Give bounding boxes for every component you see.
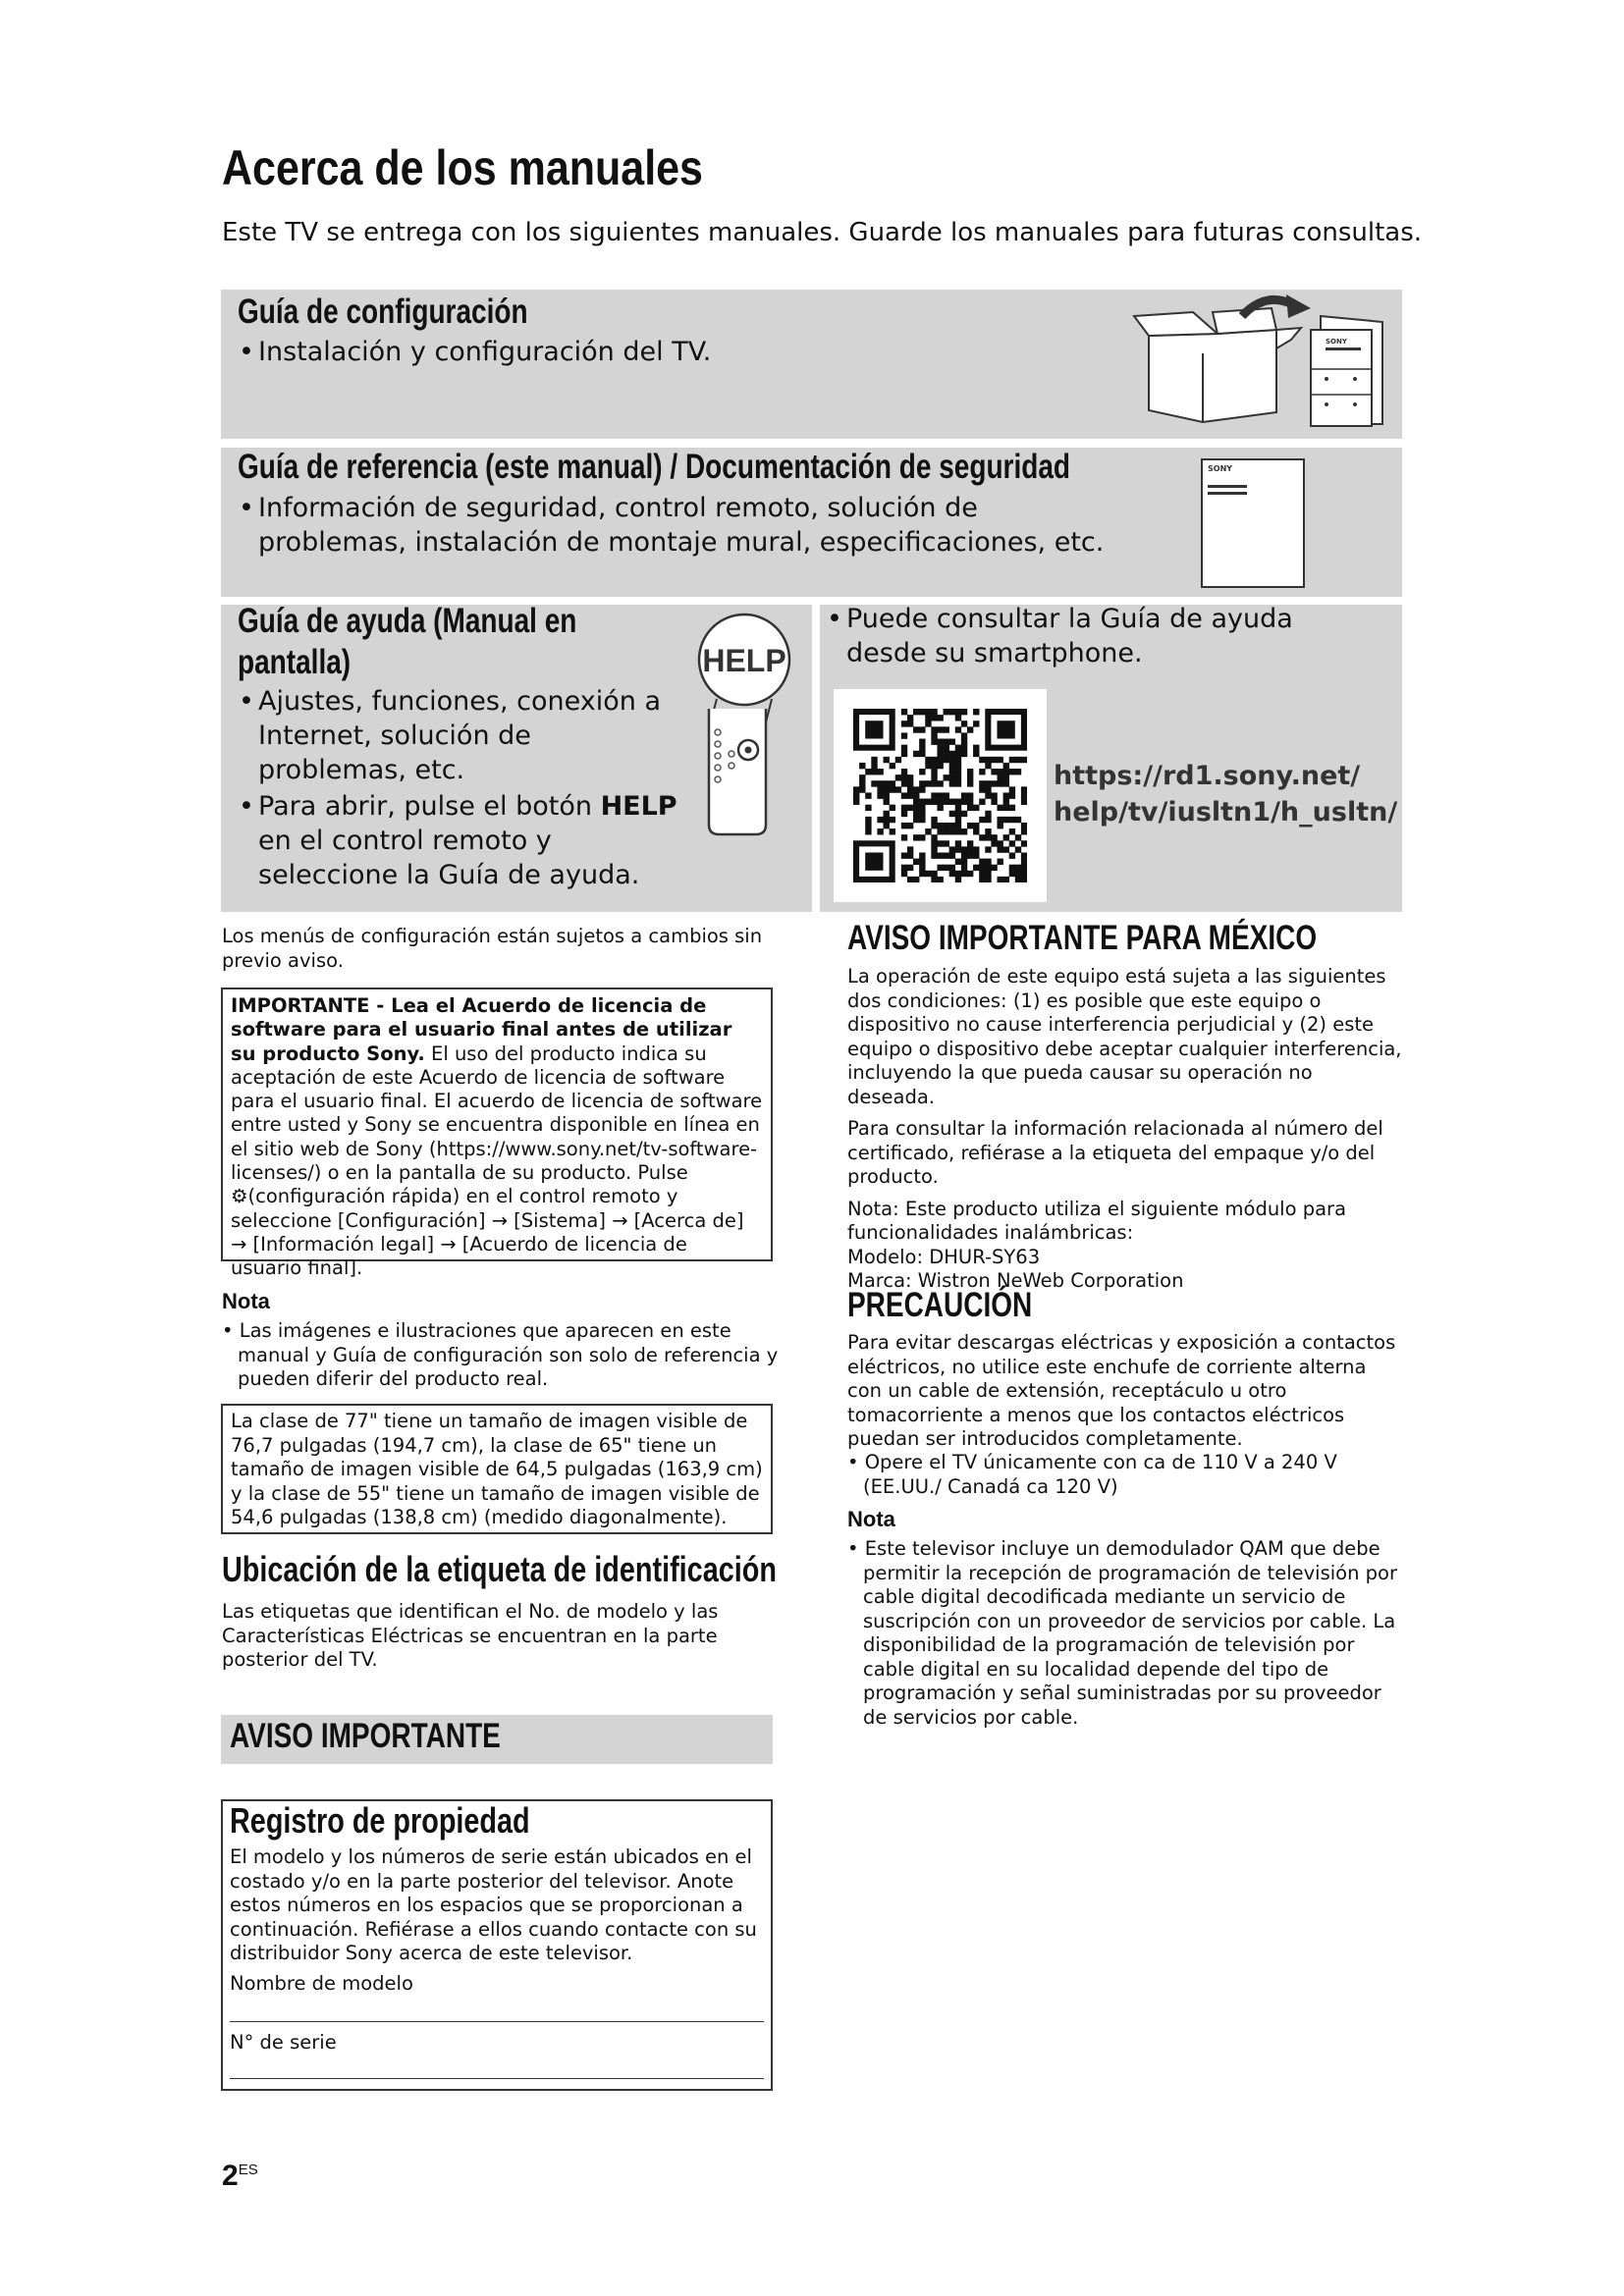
important-license-body-2: (configuración rápida) en el control remoto y seleccione [Configuración] → [Sistema] → [Acerca de] → [Información legal] → [Acuerdo de licencia de usuario final]. [231, 1185, 744, 1280]
ownership-record-text: El modelo y los números de serie están ubicados en el costado y/o en la parte posterior del televisor. Anote estos números en los espacios que se proporcionan a continuación. Refiérase a ellos cuando contacte con su distribuidor Sony acerca de este televisor. [230, 1845, 757, 1964]
ownership-record-title: Registro de propiedad [230, 1800, 530, 1841]
manual-booklet-icon [1200, 455, 1308, 589]
left-note-title: Nota [222, 1289, 270, 1313]
aviso-importante-title: AVISO IMPORTANTE [230, 1717, 501, 1755]
qr-code[interactable] [853, 709, 1027, 882]
page-number: $2^{ES}$ [222, 2160, 258, 2192]
reference-guide-bullet: • Información de seguridad, control remoto, solución de problemas, instalación de montaje mural, especificaciones, etc. [239, 493, 1105, 558]
caution-title: PRECAUCIÓN [847, 1286, 1033, 1324]
remote-help-icon [687, 611, 805, 841]
tv-box-brand: SONY [1326, 338, 1347, 346]
left-note-bullet: • Las imágenes e ilustraciones que aparecen en este manual y Guía de configuración son solo de referencia y pueden diferir del producto real. [222, 1319, 779, 1390]
qr-code-frame [834, 689, 1047, 902]
screen-sizes-text: La clase de 77" tiene un tamaño de imagen visible de 76,7 pulgadas (194,7 cm), la clase de 65" tiene un tamaño de imagen visible de 64,5 pulgadas (163,9 cm) y la clase de 55" tiene un tamaño de imagen visible de 54,6 pulgadas (138,8 cm) (medido diagonalmente). [231, 1410, 763, 1528]
reference-guide-title: Guía de referencia (este manual) / Documentación de seguridad [238, 448, 1071, 486]
label-location-text: Las etiquetas que identifican el No. de modelo y las Características Eléctricas se encuentran en la parte posterior del TV. [222, 1600, 719, 1671]
serial-number-label: N° de serie [230, 2031, 337, 2054]
help-guide-title: Guía de ayuda (Manual en pantalla) [238, 602, 577, 681]
model-name-label: Nombre de modelo [230, 1972, 413, 1995]
gear-icon: ⚙ [231, 1185, 248, 1208]
page-title: Acerca de los manuales [222, 140, 703, 195]
caution-bullet: • Opere el TV únicamente con ca de 110 V a 240 V (EE.UU./ Canadá ca 120 V) [847, 1451, 1337, 1498]
mexico-notice-title: AVISO IMPORTANTE PARA MÉXICO [847, 919, 1318, 957]
intro-text: Este TV se entrega con los siguientes manuales. Guarde los manuales para futuras consultas. [222, 218, 1423, 247]
label-location-title: Ubicación de la etiqueta de identificación [222, 1549, 777, 1589]
help-url[interactable]: https://rd1.sony.net/ help/tv/iusltn1/h_usltn/ [1054, 761, 1398, 828]
important-license-box [221, 988, 773, 1280]
manual-booklet-brand: SONY [1208, 464, 1233, 473]
help-guide-bullet-2: • Para abrir, pulse el botón HELP en el control remoto y seleccione la Guía de ayuda. [239, 791, 677, 890]
caution-text: Para evitar descargas eléctricas y exposición a contactos eléctricos, no utilice este enchufe de corriente alterna con un cable de extensión, receptáculo u otro tomacorriente a menos que los contactos eléctricos puedan ser introducidos completamente. [847, 1331, 1396, 1450]
right-note-bullet: • Este televisor incluye un demodulador QAM que debe permitir la recepción de programación de televisión por cable digital decodificada mediante un servicio de suscripción con un proveedor de servicios por cable. La disponibilidad de la programación de televisión por cable digital en su localidad depende del tipo de programación y señal suministradas por su proveedor de servicios por cable. [847, 1537, 1397, 1729]
tv-box-icon [1129, 294, 1394, 432]
help-guide-bullet-1: • Ajustes, funciones, conexión a Internet, solución de problemas, etc. [239, 686, 661, 785]
setup-guide-bullet: • Instalación y configuración del TV. [239, 337, 712, 367]
serial-number-line[interactable] [230, 2078, 764, 2079]
smartphone-help-bullet: • Puede consultar la Guía de ayuda desde su smartphone. [827, 604, 1293, 668]
right-note-title: Nota [847, 1507, 895, 1531]
screen-sizes-box [221, 1404, 773, 1534]
menus-note: Los menús de configuración están sujetos a cambios sin previo aviso. [222, 925, 763, 972]
help-badge-label: HELP [702, 643, 786, 678]
important-license-heading: IMPORTANTE - Lea el Acuerdo de licencia de software para el usuario final antes de utilizar su producto Sony. [231, 994, 732, 1065]
important-license-body-1: El uso del producto indica su aceptación de este Acuerdo de licencia de software para el usuario final. El acuerdo de licencia de software entre usted y Sony se encuentra disponible en línea en el sitio web de Sony (https://www.sony.net/tv-software-licenses/) o en la pantalla de su producto. Pulse [231, 1041, 763, 1185]
mexico-notice-text: La operación de este equipo está sujeta a las siguientes dos condiciones: (1) es posible que este equipo o dispositivo no cause interferencia perjudicial y (2) este equipo o dispositivo debe aceptar cualquier interferencia, incluyendo la que pueda causar su operación no deseada. Para consultar la información relacionada al número del certificado, refiérase a la etiqueta del empaque y/o del producto. Nota: Este producto utiliza el siguiente módulo para funcionalidades inalámbricas: Modelo: DHUR-SY63 Marca: Wistron NeWeb Corporation [847, 965, 1402, 1292]
setup-guide-title: Guía de configuración [238, 293, 528, 331]
model-name-line[interactable] [230, 2021, 764, 2022]
